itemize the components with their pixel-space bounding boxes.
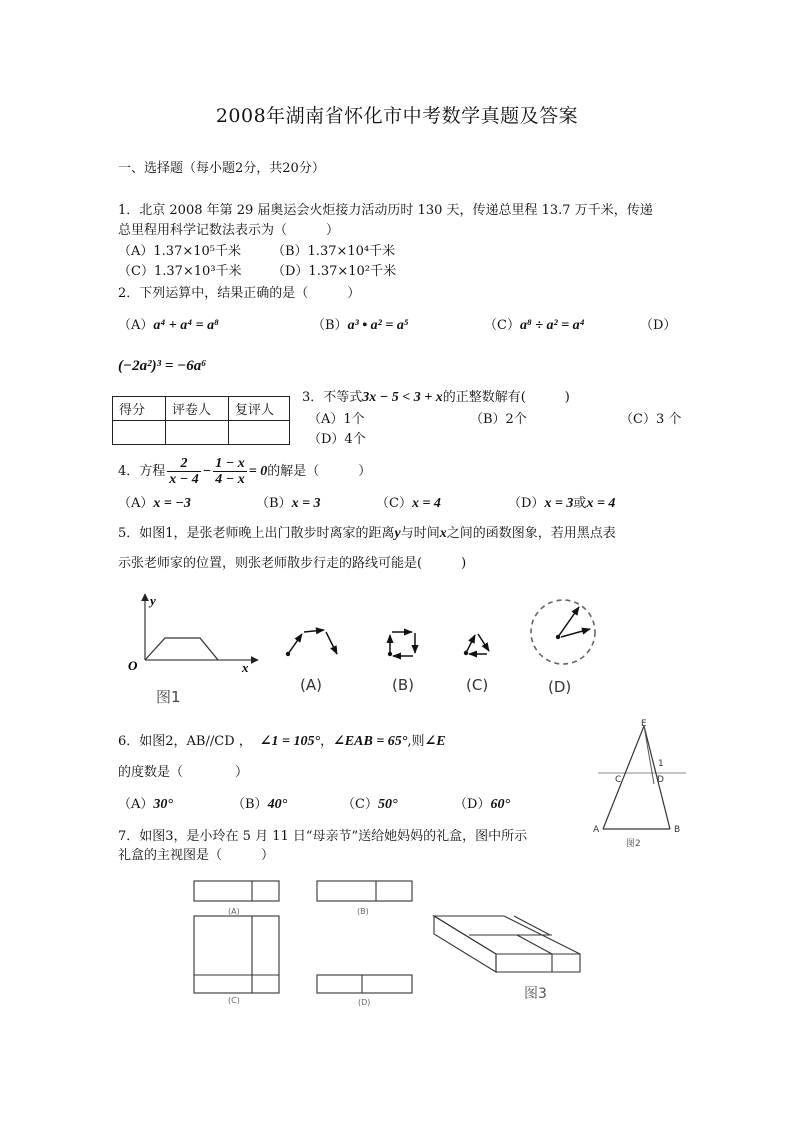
q6-option-c-value: 50°	[377, 797, 398, 812]
q5-fig1-x-label: x	[242, 660, 249, 675]
q6-stem-line2: 的度数是（ ）	[118, 765, 249, 780]
q2-stem: 2．下列运算中，结果正确的是（ ）	[118, 286, 361, 301]
q6-fig2-label-1: 1	[658, 759, 664, 769]
q6-option-b-value: 40°	[267, 797, 288, 812]
q7-figure-3-caption: 图3	[524, 986, 547, 1002]
q5-route-d-label: (D)	[548, 678, 572, 696]
q4-option-c-expr: x = 4	[411, 496, 441, 511]
q2-option-c-expr: a⁸ ÷ a² = a⁴	[519, 318, 585, 333]
q6-option-d	[454, 797, 510, 813]
q6-then: ,则	[407, 734, 425, 749]
q1-option-c: （C）1.37×10³千米	[118, 264, 242, 279]
q4-option-b-expr: x = 3	[291, 496, 321, 511]
q7-stem-line2: 礼盒的主视图是（ ）	[118, 848, 275, 863]
q2-option-d-label: （D）	[640, 318, 677, 333]
q5-fig1-y-label: y	[150, 593, 156, 608]
q6-angle1: ∠1 = 105°	[259, 734, 321, 749]
q2-option-a	[118, 318, 219, 334]
q6-pre: 6．如图2，AB//CD ，	[118, 734, 252, 749]
q3-option-d: （D）4个	[308, 432, 366, 447]
q4-fraction-1-num: 2	[167, 456, 200, 472]
q4-pre: 4．方程	[118, 464, 166, 479]
q4-option-b-label: （B）	[256, 496, 292, 511]
q7-option-d-figure	[317, 975, 412, 993]
q4-option-a-expr: x = −3	[153, 496, 191, 511]
grade-table	[112, 396, 290, 445]
q5-route-a	[286, 630, 337, 656]
q6-figure-2	[590, 716, 700, 850]
q1-stem-line1: 1．北京 2008 年第 29 届奥运会火炬接力活动历时 130 天，传递总里程 13.7 万千米，传递	[118, 203, 653, 218]
page-title: 2008年湖南省怀化市中考数学真题及答案	[215, 105, 579, 127]
q2-option-c-label: （C）	[484, 318, 520, 333]
grade-header-score: 得分	[113, 397, 166, 421]
q5-var-x: x	[439, 526, 447, 541]
q5-route-a-label: (A)	[300, 676, 322, 694]
q4-option-c-label: （C）	[376, 496, 412, 511]
q4-option-a-label: （A）	[118, 496, 154, 511]
q7-option-c-figure	[194, 916, 279, 993]
grade-cell-grader	[166, 421, 229, 445]
q5-fig1-caption: 图1	[156, 688, 181, 706]
q7-option-b-figure	[317, 881, 412, 901]
q4-stem	[118, 453, 371, 491]
q6-fig2-label-d: D	[657, 775, 664, 785]
q6-fig2-label-a: A	[593, 825, 600, 835]
q4-option-c	[376, 496, 441, 512]
q7-stem-line1: 7．如图3，是小玲在 5 月 11 日“母亲节”送给她妈妈的礼盒，图中所示	[118, 829, 528, 844]
q4-fraction-2-num: 1 − x	[215, 456, 245, 471]
q3-post: 的正整数解有( )	[442, 390, 570, 405]
q4-option-d-expr1: x = 3	[544, 496, 574, 511]
q2-option-b-label: （B）	[312, 318, 348, 333]
q3-inequality: 3x − 5 < 3 + x	[362, 390, 443, 405]
q5-stem-line2: 示张老师家的位置，则张老师散步行走的路线可能是( )	[118, 556, 467, 571]
grade-header-grader: 评卷人	[166, 397, 229, 421]
q4-option-d-expr2: x = 4	[586, 496, 616, 511]
q6-fig2-label-b: B	[674, 825, 681, 835]
q5-l1a: 5．如图1，是张老师晚上出门散步时离家的距离	[118, 526, 395, 541]
q2-option-b	[312, 318, 409, 334]
q5-route-c-label: (C)	[466, 676, 489, 694]
q6-option-b	[232, 797, 287, 813]
q5-route-options	[270, 590, 630, 700]
q5-route-b-label: (B)	[392, 676, 414, 694]
q6-stem-line1	[118, 734, 446, 750]
q1-stem-line2: 总里程用科学记数法表示为（ ）	[118, 223, 340, 238]
q2-option-c	[484, 318, 585, 334]
q6-option-d-label: （D）	[454, 797, 491, 812]
q6-fig2-label-e: E	[641, 719, 647, 729]
q6-option-a	[118, 797, 173, 813]
q3-stem	[302, 390, 570, 406]
q5-fig1-origin-label: O	[128, 658, 138, 673]
q7-figures	[190, 876, 590, 1016]
q6-option-d-value: 60°	[490, 797, 511, 812]
q6-comma: ，	[320, 734, 334, 749]
q5-route-c	[464, 634, 489, 655]
q5-l1c: 之间的函数图象，若用黑点表	[446, 526, 616, 541]
q4-minus: −	[202, 464, 212, 479]
grade-cell-score	[113, 421, 166, 445]
q3-option-c: （C）3 个	[620, 412, 682, 427]
grade-cell-reviewer	[229, 421, 290, 445]
q4-option-d-label: （D）	[508, 496, 545, 511]
q6-fig2-label-c: C	[615, 775, 622, 785]
q2-option-a-label: （A）	[118, 318, 154, 333]
q7-option-a-figure	[194, 881, 279, 901]
q4-fraction-2-den: 4 − x	[215, 472, 245, 487]
q2-option-a-expr: a⁴ + a⁴ = a⁸	[153, 318, 219, 333]
q6-option-b-label: （B）	[232, 797, 268, 812]
q5-route-b	[388, 632, 415, 656]
q3-option-b: （B）2个	[470, 412, 527, 427]
q4-post: 的解是（ ）	[267, 464, 372, 479]
q7-option-d-label: (D)	[358, 998, 371, 1007]
q6-option-a-value: 30°	[153, 797, 173, 812]
q4-option-d	[508, 496, 615, 512]
q4-option-d-or: 或	[573, 496, 587, 511]
q4-option-a	[118, 496, 191, 512]
q6-option-c	[342, 797, 398, 813]
q6-fig2-caption: 图2	[626, 839, 641, 849]
q5-route-d	[531, 600, 595, 664]
q6-angle-eab: ∠EAB = 65°	[333, 734, 408, 749]
q2-option-d-expr: (−2a²)³ = −6a⁶	[118, 358, 207, 374]
q5-figure-1-graph	[118, 588, 268, 708]
q5-var-y: y	[394, 526, 401, 541]
q7-option-a-label: (A)	[228, 907, 240, 916]
q4-equals: = 0	[248, 464, 268, 479]
q1-option-a: （A）1.37×10⁵千米	[118, 244, 241, 259]
q7-option-c-label: (C)	[228, 996, 240, 1005]
q2-option-b-expr: a³ • a² = a⁵	[347, 318, 409, 333]
q6-angle-e: ∠E	[424, 734, 446, 749]
q6-option-c-label: （C）	[342, 797, 378, 812]
q4-fraction-1-den: x − 4	[169, 472, 199, 487]
q5-stem-line1	[118, 526, 616, 542]
q4-option-b	[256, 496, 321, 512]
q1-option-b: （B）1.37×10⁴千米	[272, 244, 396, 259]
q4-fraction-1	[167, 456, 200, 487]
q1-option-d: （D）1.37×10²千米	[272, 264, 397, 279]
section-heading: 一、选择题（每小题2分，共20分）	[118, 161, 325, 176]
grade-header-reviewer: 复评人	[229, 397, 290, 421]
q7-gift-box-3d	[434, 916, 580, 972]
q3-pre: 3．不等式	[302, 390, 363, 405]
q6-option-a-label: （A）	[118, 797, 154, 812]
q3-option-a: （A）1个	[308, 412, 365, 427]
q7-option-b-label: (B)	[357, 907, 369, 916]
q5-l1b: 与时间	[400, 526, 440, 541]
q4-fraction-2	[213, 456, 246, 487]
